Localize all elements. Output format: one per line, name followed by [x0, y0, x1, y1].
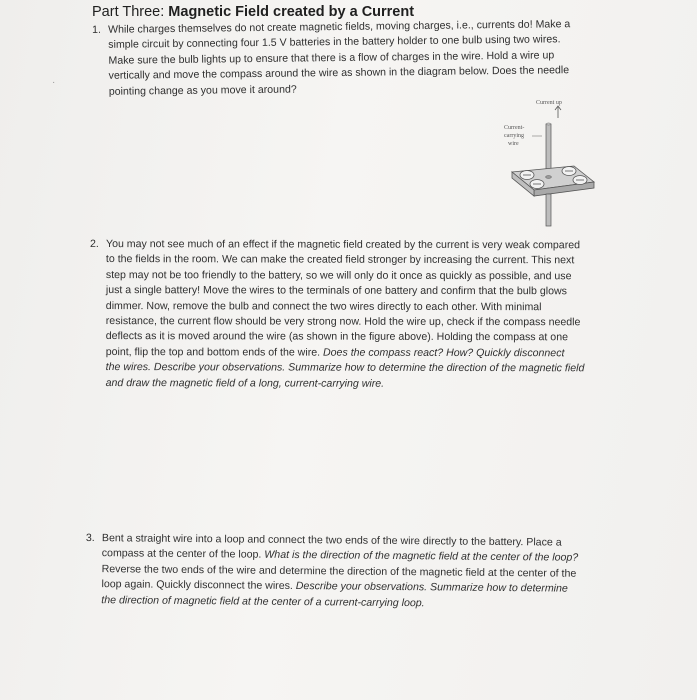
question-line: step may not be too friendly to the battery, so we will only do it once as quickly as possible, and use — [105, 268, 572, 283]
question-line: simple circuit by connecting four 1.5 V batteries in the battery holder to one bulb using two wires. — [108, 33, 561, 52]
question-prompt: the direction of magnetic field at the center of a current-carrying loop. — [101, 593, 425, 609]
compass-wire-figure — [498, 96, 610, 231]
question-line: pointing change as you move it around? — [108, 83, 297, 98]
wire-label-line: carrying — [504, 133, 524, 139]
question-3 — [85, 531, 646, 613]
wire-label-line: wire — [508, 141, 519, 147]
question-line: Make sure the bulb lights up to ensure that there is a flow of charges in the wire. Hold a wire up — [108, 49, 555, 67]
question-line: loop again. Quickly disconnect the wires. — [101, 578, 296, 593]
section-heading — [92, 4, 414, 20]
part-label: Part Three: — [92, 4, 169, 20]
question-line: deflects as it is moved around the wire (as shown in the figure above). Holding the compass at one — [105, 330, 569, 344]
question-line: point, flip the top and bottom ends of the wire. — [105, 345, 321, 359]
question-prompt: What is the direction of the magnetic field at the center of the loop? — [264, 549, 579, 565]
section-title: Magnetic Field created by a Current — [168, 4, 415, 20]
current-up-label: Current up — [536, 100, 562, 106]
question-prompt: the wires. Describe your observations. Summarize how to determine the direction of the magnetic field — [105, 361, 585, 375]
question-line: While charges themselves do not create magnetic fields, moving charges, i.e., currents do! Make a — [108, 18, 571, 36]
question-line: Bent a straight wire into a loop and connect the two ends of the wire directly to the battery. Place a — [101, 532, 562, 549]
question-line: Reverse the two ends of the wire and determine the direction of the magnetic field at the center of the — [101, 562, 577, 580]
question-line: just a single battery! Move the wires to the terminals of one battery and confirm that the bulb glows — [105, 284, 567, 298]
question-1 — [92, 17, 621, 100]
question-line: dimmer. Now, remove the bulb and connect the two wires directly to each other. With minimal — [105, 299, 542, 313]
question-number: 1. — [92, 23, 102, 36]
question-line: You may not see much of an effect if the magnetic field created by the current is very weak compared — [105, 238, 581, 252]
question-prompt: Describe your observations. Summarize how to determine — [295, 580, 568, 595]
question-line: compass at the center of the loop. — [101, 547, 265, 562]
question-line: to the fields in the room. We can make the created field stronger by increasing the current. This next — [105, 253, 575, 267]
question-line: vertically and move the compass around the wire as shown in the diagram below. Does the needle — [108, 64, 570, 83]
wire-lower — [546, 194, 551, 226]
compass-wire-diagram — [498, 96, 610, 231]
wire-upper — [546, 124, 551, 170]
question-prompt: Does the compass react? How? Quickly disconnect — [323, 346, 565, 360]
question-line: resistance, the current flow should be very strong now. Hold the wire up, check if the compass needle — [105, 315, 581, 329]
question-2 — [90, 237, 638, 392]
question-number: 2. — [89, 238, 99, 251]
margin-mark: · — [52, 77, 56, 88]
question-prompt: and draw the magnetic field of a long, current-carrying wire. — [105, 376, 385, 390]
question-number: 3. — [85, 531, 95, 545]
wire-label-line: Current- — [504, 125, 525, 131]
